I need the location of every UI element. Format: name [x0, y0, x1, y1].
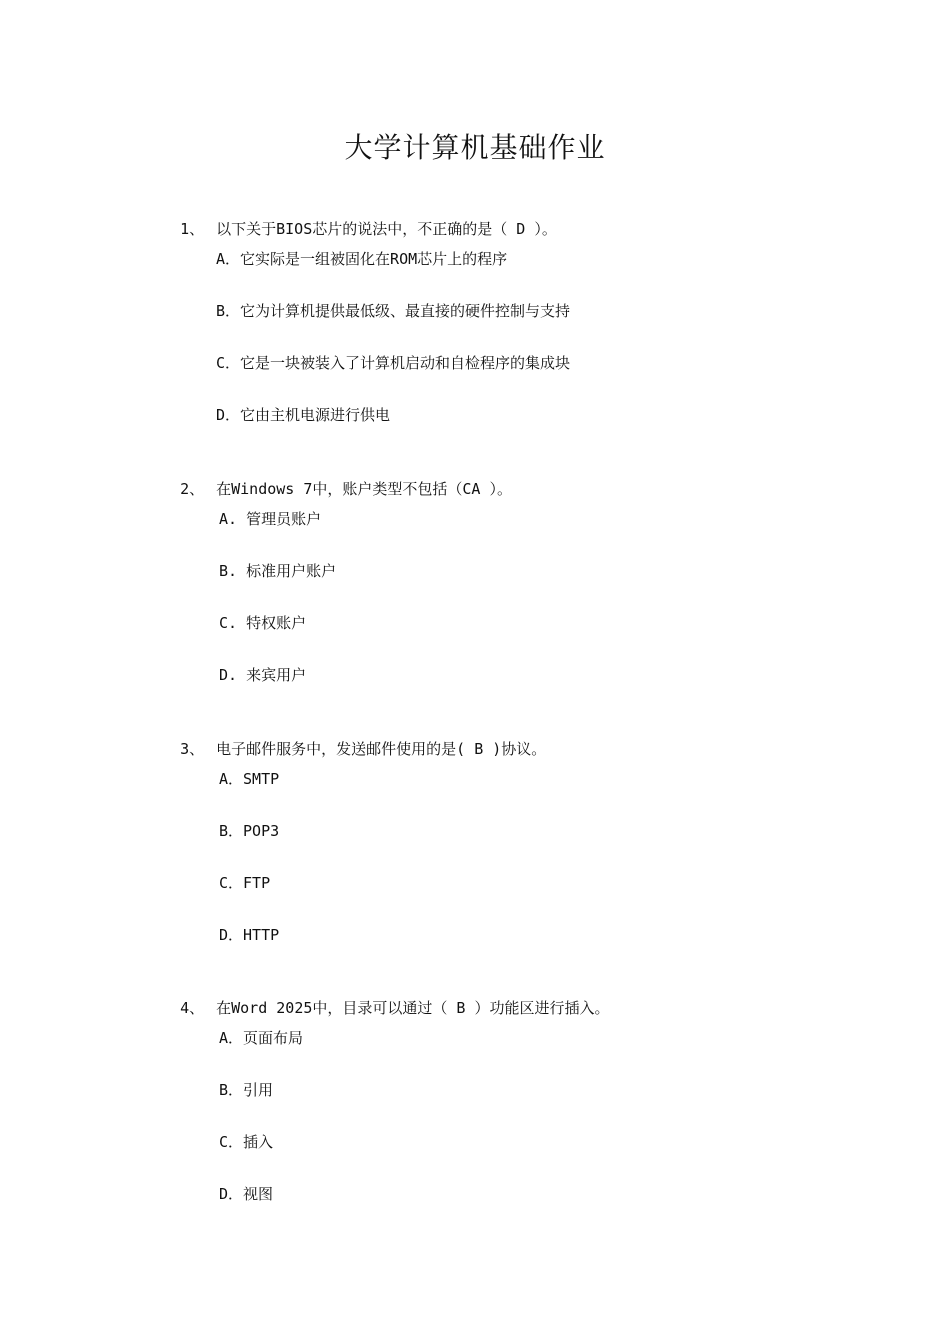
document-title: 大学计算机基础作业	[344, 131, 606, 164]
question-4	[144, 975, 610, 1041]
question-2	[144, 456, 512, 522]
question-1-option-d: D．它由主机电源进行供电	[216, 406, 391, 424]
question-number: 4、	[180, 999, 205, 1017]
question-4-option-b: B．引用	[219, 1081, 274, 1099]
question-1-option-b: B．它为计算机提供最低级、最直接的硬件控制与支持	[216, 302, 571, 320]
question-4-option-c: C．插入	[219, 1133, 274, 1151]
question-2-option-b: B. 标准用户账户	[219, 562, 337, 580]
question-3-option-a: A．SMTP	[219, 770, 280, 788]
question-1-option-a: A．它实际是一组被固化在ROM芯片上的程序	[216, 250, 508, 268]
question-2-option-a: A. 管理员账户	[219, 510, 322, 528]
question-text: 以下关于BIOS芯片的说法中，不正确的是（ D ）。	[216, 220, 557, 238]
question-3	[144, 716, 546, 782]
question-number: 2、	[180, 480, 205, 498]
question-1-option-c: C．它是一块被装入了计算机启动和自检程序的集成块	[216, 354, 571, 372]
question-4-option-a: A．页面布局	[219, 1029, 304, 1047]
question-text: 在Word 2025中，目录可以通过（ B ）功能区进行插入。	[216, 999, 610, 1017]
question-number: 1、	[180, 220, 205, 238]
question-2-option-d: D. 来宾用户	[219, 666, 307, 684]
question-text: 在Windows 7中，账户类型不包括（CA ）。	[216, 480, 512, 498]
question-4-option-d: D．视图	[219, 1185, 274, 1203]
question-3-option-d: D．HTTP	[219, 926, 280, 944]
question-number: 3、	[180, 740, 205, 758]
question-3-option-b: B．POP3	[219, 822, 280, 840]
question-3-option-c: C．FTP	[219, 874, 271, 892]
question-text: 电子邮件服务中，发送邮件使用的是( B )协议。	[216, 740, 547, 758]
question-2-option-c: C. 特权账户	[219, 614, 307, 632]
